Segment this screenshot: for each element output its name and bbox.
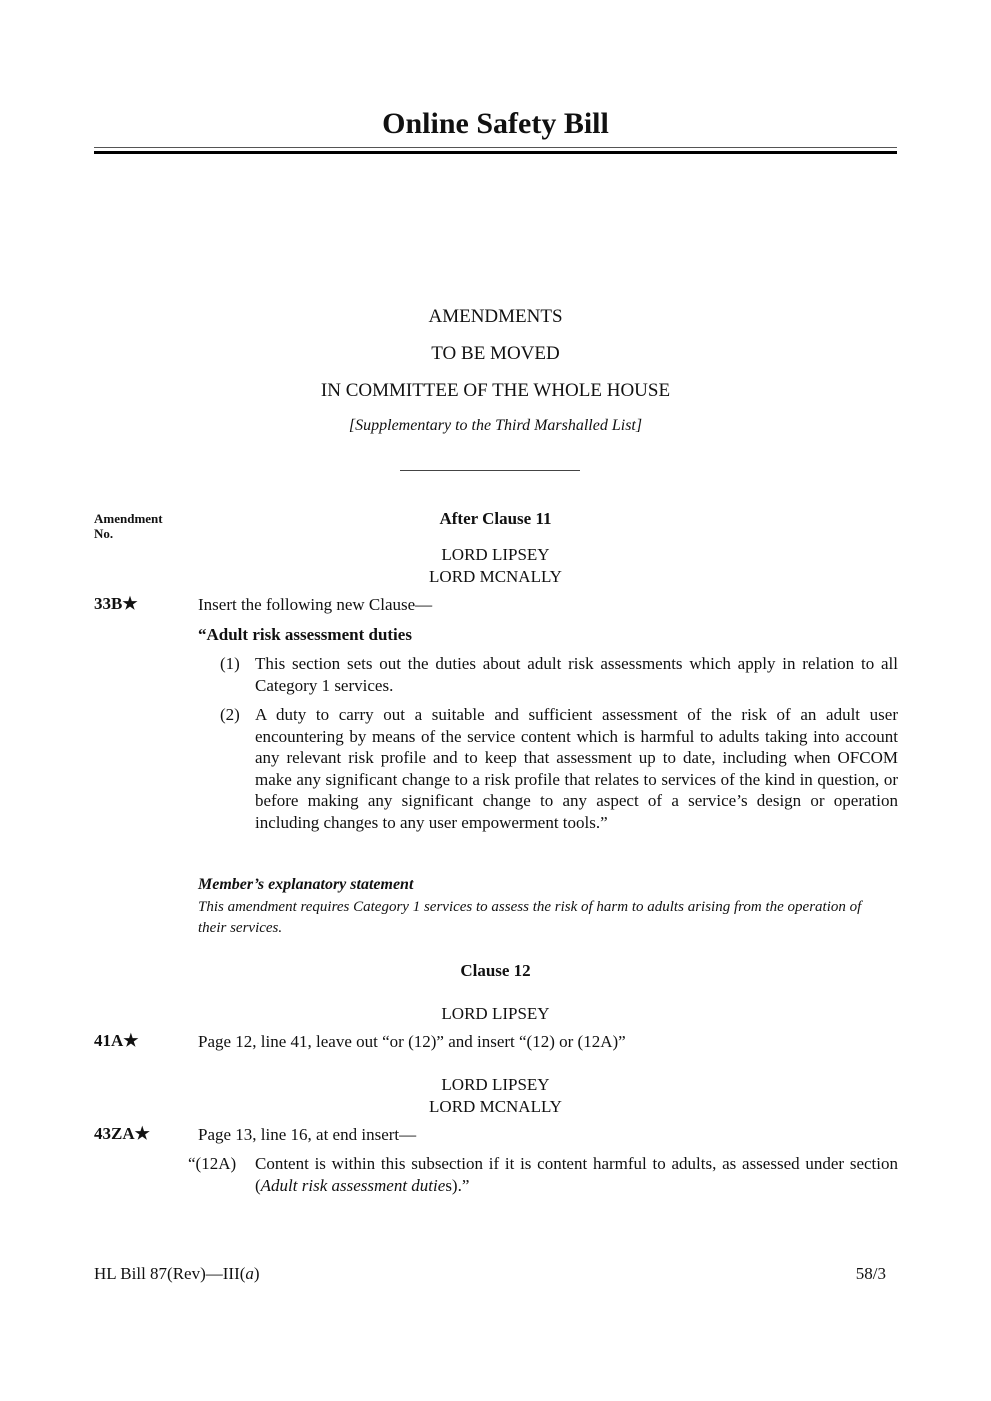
text-segment: s).”	[445, 1175, 470, 1195]
sponsor: LORD MCNALLY	[429, 567, 562, 586]
header-line-3: IN COMMITTEE OF THE WHOLE HOUSE	[320, 380, 671, 401]
subsection	[188, 1153, 898, 1196]
subsection-text	[255, 1153, 898, 1196]
explanatory-text: This amendment requires Category 1 services to assess the risk of harm to adults arising from the operation of their services.	[198, 899, 862, 936]
sponsor: LORD LIPSEY	[441, 545, 550, 564]
cross-reference: Adult risk assessment dutie	[260, 1175, 446, 1195]
subsection-number: (1)	[220, 654, 240, 673]
sponsor: LORD LIPSEY	[441, 1075, 550, 1094]
subsection-text: This section sets out the duties about adult risk assessments which apply in relation to all Category 1 services.	[255, 654, 898, 695]
clause-title: “Adult risk assessment duties	[198, 625, 412, 644]
amendment-number: 43ZA★	[94, 1124, 150, 1143]
section-heading: Clause 12	[460, 961, 531, 980]
text-segment: Content is within this subsection if it is content harmful to adults, as assessed under section (	[255, 1154, 898, 1195]
page-reference: 58/3	[855, 1264, 886, 1283]
bill-reference	[94, 1264, 260, 1284]
bill-ref-italic: a	[245, 1264, 254, 1283]
subsection-text: A duty to carry out a suitable and sufficient assessment of the risk of an adult user encountering by means of the service content which is harmful to adults taking into account any relevant risk profile and to keep that assessment up to date, including when OFCOM make any significant change to a risk profile that relates to services of the kind in question, or before making any significant change to any aspect of a service’s design or operation including changes to any user empowerment tools.”	[255, 705, 898, 832]
subsection-number: (2)	[220, 705, 240, 724]
sponsor: LORD MCNALLY	[429, 1097, 562, 1116]
header-line-2: TO BE MOVED	[431, 343, 560, 364]
bill-ref-prefix: HL Bill 87(Rev)—III(	[94, 1264, 246, 1283]
label-line-2: No.	[94, 526, 114, 541]
label-line-1: Amendment	[94, 511, 163, 526]
sponsor: LORD LIPSEY	[441, 1004, 550, 1023]
section-divider	[400, 470, 580, 471]
bill-ref-suffix: )	[253, 1264, 260, 1283]
amendment-instruction: Insert the following new Clause—	[198, 595, 433, 614]
amendment-instruction: Page 13, line 16, at end insert—	[198, 1125, 417, 1144]
amendment-number: 33B★	[94, 594, 138, 613]
header-line-1: AMENDMENTS	[428, 306, 563, 327]
document-title: Online Safety Bill	[382, 107, 609, 140]
subtitle: [Supplementary to the Third Marshalled List]	[348, 417, 643, 434]
title-rule-thick	[94, 151, 897, 154]
explanatory-title: Member’s explanatory statement	[198, 876, 414, 893]
amendment-number: 41A★	[94, 1031, 139, 1050]
amendment-instruction: Page 12, line 41, leave out “or (12)” and insert “(12) or (12A)”	[198, 1032, 626, 1051]
title-rule-thin	[94, 147, 897, 148]
section-heading: After Clause 11	[439, 509, 552, 528]
subsection	[198, 704, 898, 833]
subsection-number: “(12A)	[188, 1154, 237, 1173]
subsection	[198, 653, 898, 696]
